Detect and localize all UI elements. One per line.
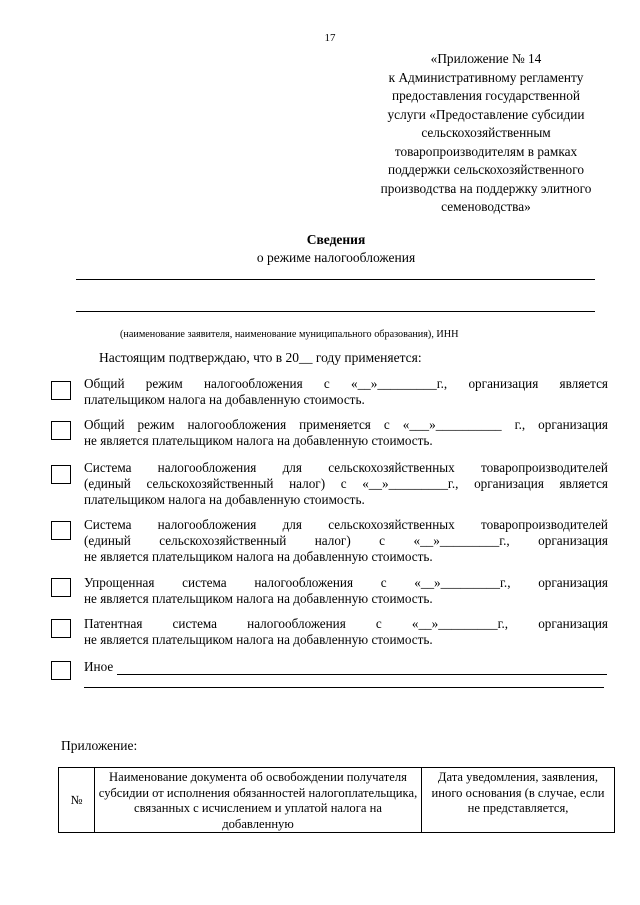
other-label: Иное (84, 659, 114, 674)
option-text: Система налогообложения для сельскохозяйственных товаропроизводителей (84, 517, 608, 532)
appendix-line: предоставления государственной (391, 88, 581, 103)
checkbox-other[interactable] (51, 661, 71, 680)
applicant-name-line-1[interactable] (76, 279, 595, 280)
other-input-line-1[interactable] (117, 674, 607, 675)
page-bottom-margin (0, 841, 640, 905)
appendix-line: поддержки сельскохозяйственного (388, 162, 584, 177)
confirm-statement: Настоящим подтверждаю, что в 20__ году применяется: (99, 350, 422, 365)
applicant-caption: (наименование заявителя, наименование муниципального образования), ИНН (120, 329, 459, 340)
option-general-regime-no-vat (84, 417, 608, 449)
appendix-line: «Приложение № 14 (430, 51, 542, 66)
option-text: плательщиком налога на добавленную стоимость. (84, 392, 365, 407)
page-number: 17 (324, 32, 336, 44)
checkbox-general-regime-no-vat[interactable] (51, 421, 71, 440)
applicant-name-line-2[interactable] (76, 311, 595, 312)
appendix-line: семеноводства» (441, 199, 531, 214)
appendix-line: товаропроизводителям в рамках (394, 143, 578, 159)
checkbox-general-regime-vat[interactable] (51, 381, 71, 400)
attachment-table (58, 767, 615, 833)
document-subtitle: о режиме налогообложения (256, 250, 416, 265)
checkbox-agri-tax-vat[interactable] (51, 465, 71, 484)
option-text: (единый сельскохозяйственный налог) с «__»_________г., организация является (84, 476, 608, 491)
table-header-row (59, 768, 615, 833)
option-patent-system (84, 616, 608, 648)
option-simplified-system (84, 575, 608, 607)
checkbox-patent-system[interactable] (51, 619, 71, 638)
option-text: плательщиком налога на добавленную стоимость. (84, 492, 365, 507)
option-agri-tax-no-vat (84, 517, 608, 565)
appendix-line: производства на поддержку элитного (380, 180, 592, 196)
option-text: не является плательщиком налога на добавленную стоимость. (84, 549, 433, 564)
option-text: (единый сельскохозяйственный налог) с «__»_________г., организация (84, 533, 608, 548)
option-general-regime-vat (84, 376, 608, 408)
table-header-date: Дата уведомления, заявления, иного основания (в случае, если не представляется, (422, 768, 615, 833)
table-header-document: Наименование документа об освобождении получателя субсидии от исполнения обязанностей налогоплательщика, связанных с исчислением и уплатой налога на добавленную (95, 768, 422, 833)
option-text: не является плательщиком налога на добавленную стоимость. (84, 433, 433, 448)
table-header-number: № (59, 768, 95, 833)
document-title: Сведения (306, 232, 366, 247)
appendix-reference (356, 50, 616, 217)
option-text: Общий режим налогообложения с «__»_________г., организация является (84, 376, 608, 391)
checkbox-agri-tax-no-vat[interactable] (51, 521, 71, 540)
option-text: Общий режим налогообложения применяется с «___»__________ г., организация (84, 417, 608, 432)
appendix-line: услуги «Предоставление субсидии (387, 106, 585, 122)
attachment-label: Приложение: (61, 738, 138, 753)
checkbox-simplified-system[interactable] (51, 578, 71, 597)
other-input-line-2[interactable] (84, 687, 604, 688)
option-text: не является плательщиком налога на добавленную стоимость. (84, 591, 433, 606)
option-text: Система налогообложения для сельскохозяйственных товаропроизводителей (84, 460, 608, 475)
appendix-line: сельскохозяйственным (421, 125, 551, 140)
appendix-line: к Административному регламенту (388, 69, 584, 85)
option-text: Патентная система налогообложения с «__»_________г., организация (84, 616, 608, 631)
option-agri-tax-vat (84, 460, 608, 508)
option-text: не является плательщиком налога на добавленную стоимость. (84, 632, 433, 647)
option-text: Упрощенная система налогообложения с «__»_________г., организация (84, 575, 608, 590)
